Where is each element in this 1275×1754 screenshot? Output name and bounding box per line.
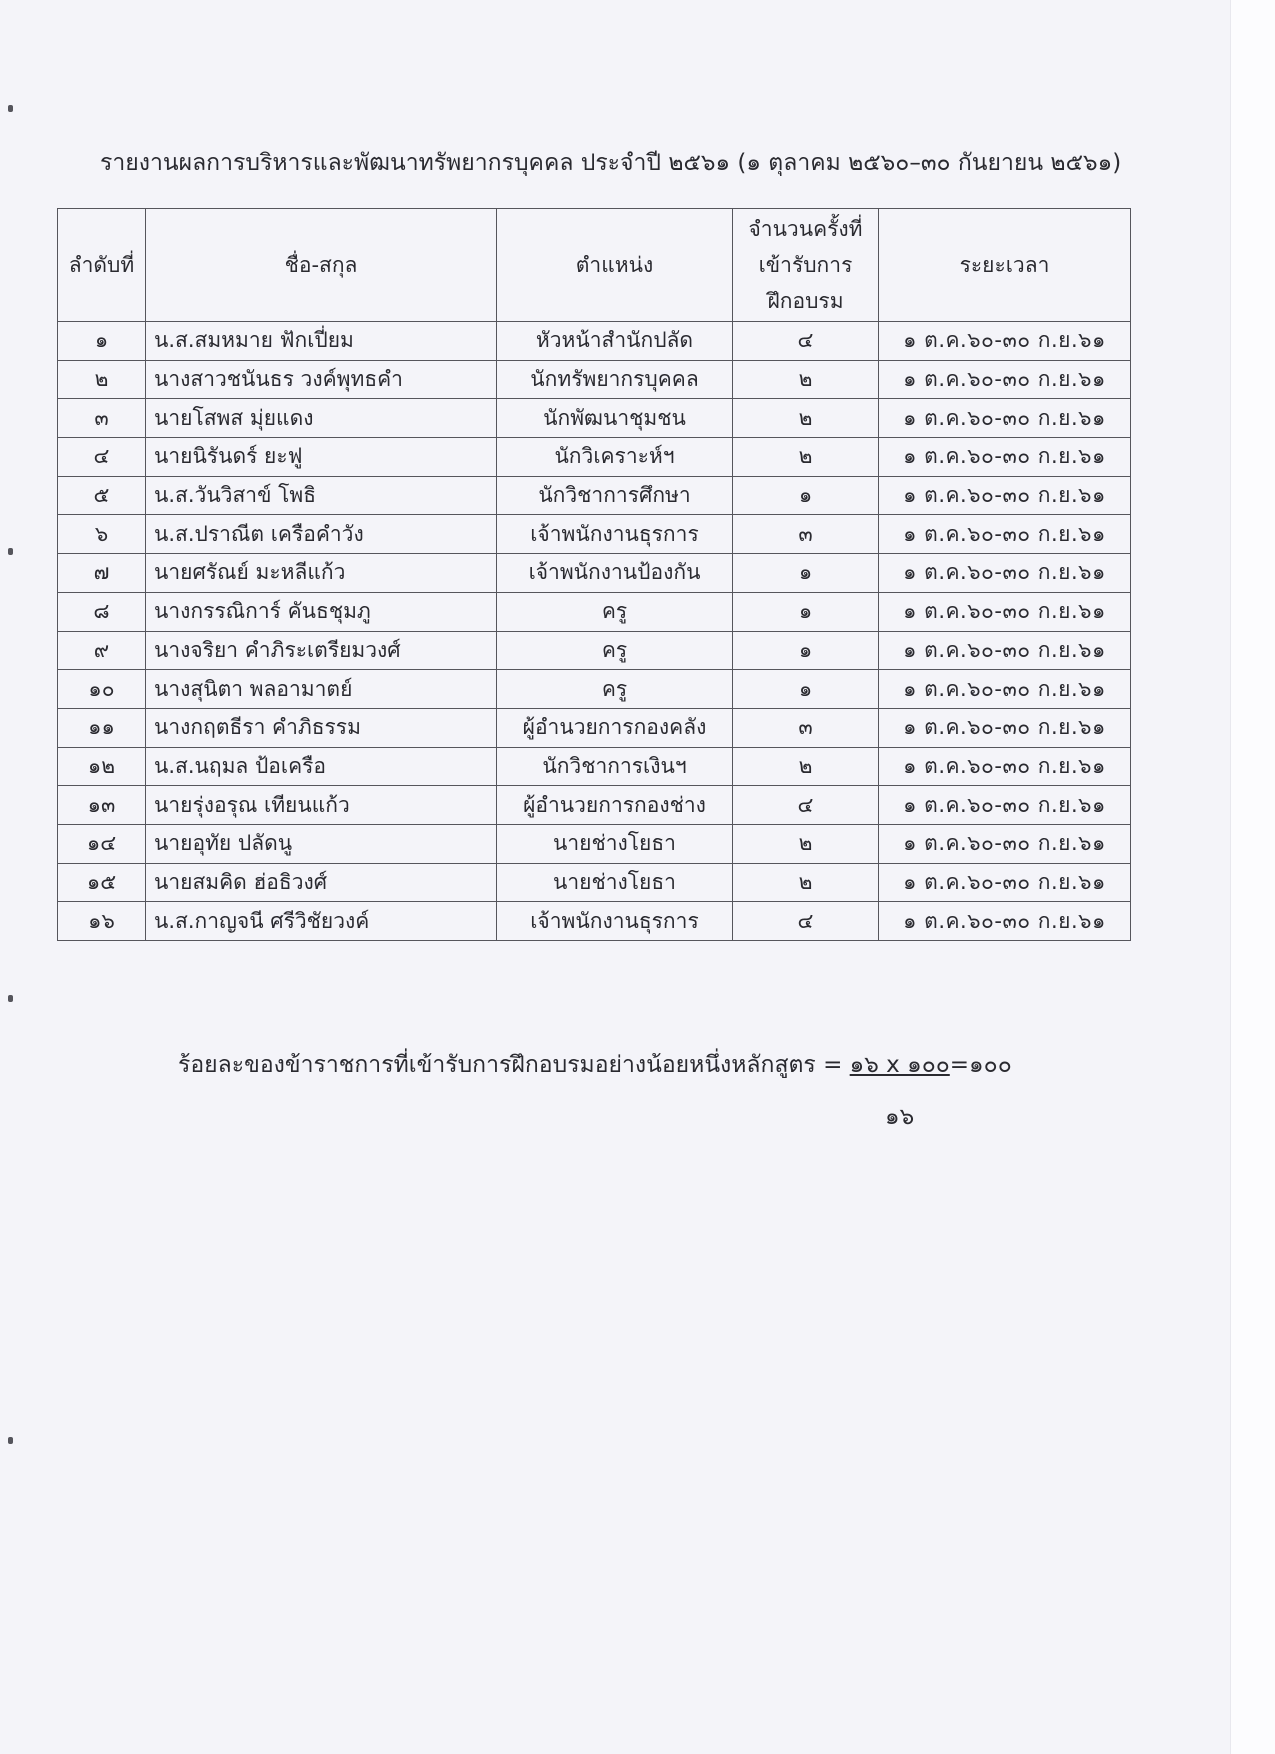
cell-period: ๑ ต.ค.๖๐-๓๐ ก.ย.๖๑: [879, 747, 1131, 786]
cell-position: นักวิเคราะห์ฯ: [497, 438, 733, 477]
cell-period: ๑ ต.ค.๖๐-๓๐ ก.ย.๖๑: [879, 322, 1131, 361]
cell-count: ๒: [733, 399, 879, 438]
cell-name: น.ส.กาญจนี ศรีวิชัยวงค์: [146, 902, 497, 941]
cell-no: ๘: [58, 592, 146, 631]
cell-no: ๗: [58, 554, 146, 593]
cell-name: น.ส.วันวิสาข์ โพธิ: [146, 476, 497, 515]
cell-position: ผู้อำนวยการกองช่าง: [497, 786, 733, 825]
table-row: [58, 399, 1131, 438]
cell-count: ๑: [733, 631, 879, 670]
cell-no: ๓: [58, 399, 146, 438]
table-row: [58, 747, 1131, 786]
header-training-count: [733, 209, 879, 322]
table-row: [58, 863, 1131, 902]
cell-period: ๑ ต.ค.๖๐-๓๐ ก.ย.๖๑: [879, 476, 1131, 515]
cell-no: ๑๕: [58, 863, 146, 902]
cell-name: นางสุนิตา พลอามาตย์: [146, 670, 497, 709]
table-row: [58, 670, 1131, 709]
cell-name: นายสมคิด ฮ่อธิวงศ์: [146, 863, 497, 902]
cell-no: ๑๐: [58, 670, 146, 709]
cell-count: ๑: [733, 476, 879, 515]
summary-label: ร้อยละของข้าราชการที่เข้ารับการฝึกอบรมอย่างน้อยหนึ่งหลักสูตร =: [178, 1052, 850, 1078]
table-row: [58, 554, 1131, 593]
scan-mark: [8, 548, 13, 555]
cell-no: ๑๑: [58, 708, 146, 747]
header-period: ระยะเวลา: [879, 209, 1131, 322]
cell-no: ๑: [58, 322, 146, 361]
cell-position: นายช่างโยธา: [497, 863, 733, 902]
cell-name: นางกรรณิการ์ คันธชุมภู: [146, 592, 497, 631]
cell-position: หัวหน้าสำนักปลัด: [497, 322, 733, 361]
cell-count: ๓: [733, 515, 879, 554]
table-row: [58, 438, 1131, 477]
table-row: [58, 592, 1131, 631]
summary-denominator: ๑๖: [885, 1104, 915, 1130]
scan-mark: [8, 995, 13, 1002]
cell-name: นางสาวชนันธร วงค์พุทธคำ: [146, 360, 497, 399]
cell-name: นายรุ่งอรุณ เทียนแก้ว: [146, 786, 497, 825]
scan-page-edge: [1230, 0, 1275, 1754]
cell-name: นางจริยา คำภิระเตรียมวงศ์: [146, 631, 497, 670]
cell-no: ๑๓: [58, 786, 146, 825]
cell-name: น.ส.สมหมาย ฟักเปี่ยม: [146, 322, 497, 361]
header-name: ชื่อ-สกุล: [146, 209, 497, 322]
cell-position: ครู: [497, 592, 733, 631]
cell-count: ๔: [733, 902, 879, 941]
cell-no: ๑๔: [58, 824, 146, 863]
cell-period: ๑ ต.ค.๖๐-๓๐ ก.ย.๖๑: [879, 902, 1131, 941]
cell-no: ๕: [58, 476, 146, 515]
cell-period: ๑ ต.ค.๖๐-๓๐ ก.ย.๖๑: [879, 438, 1131, 477]
cell-count: ๑: [733, 592, 879, 631]
cell-name: น.ส.นฤมล ป้อเครือ: [146, 747, 497, 786]
cell-position: นักพัฒนาชุมชน: [497, 399, 733, 438]
cell-count: ๒: [733, 824, 879, 863]
table-row: [58, 322, 1131, 361]
cell-no: ๑๖: [58, 902, 146, 941]
cell-no: ๙: [58, 631, 146, 670]
scan-mark: [8, 1437, 13, 1444]
cell-name: นายโสพส มุ่ยแดง: [146, 399, 497, 438]
summary-fraction: ๑๖ x ๑๐๐: [849, 1052, 950, 1078]
cell-count: ๒: [733, 360, 879, 399]
header-count-line: ฝึกอบรม: [767, 289, 844, 313]
cell-count: ๔: [733, 786, 879, 825]
cell-position: เจ้าพนักงานธุรการ: [497, 902, 733, 941]
cell-name: นายนิรันดร์ ยะฟู: [146, 438, 497, 477]
header-count-line: จำนวนครั้งที่: [748, 217, 863, 241]
cell-count: ๒: [733, 863, 879, 902]
cell-position: นักวิชาการเงินฯ: [497, 747, 733, 786]
cell-position: ผู้อำนวยการกองคลัง: [497, 708, 733, 747]
document-title: รายงานผลการบริหารและพัฒนาทรัพยากรบุคคล ประจำปี ๒๕๖๑ (๑ ตุลาคม ๒๕๖๐–๓๐ กันยายน ๒๕๖๑): [100, 150, 1122, 176]
cell-period: ๑ ต.ค.๖๐-๓๐ ก.ย.๖๑: [879, 631, 1131, 670]
table-row: [58, 360, 1131, 399]
cell-position: เจ้าพนักงานธุรการ: [497, 515, 733, 554]
header-position: ตำแหน่ง: [497, 209, 733, 322]
cell-count: ๑: [733, 670, 879, 709]
table-header-row: [58, 209, 1131, 322]
header-count-line: เข้ารับการ: [758, 253, 853, 277]
cell-name: นางกฤตธีรา คำภิธรรม: [146, 708, 497, 747]
cell-position: นักวิชาการศึกษา: [497, 476, 733, 515]
cell-position: ครู: [497, 631, 733, 670]
cell-period: ๑ ต.ค.๖๐-๓๐ ก.ย.๖๑: [879, 670, 1131, 709]
cell-name: นายอุทัย ปลัดนู: [146, 824, 497, 863]
cell-count: ๑: [733, 554, 879, 593]
table-row: [58, 476, 1131, 515]
cell-period: ๑ ต.ค.๖๐-๓๐ ก.ย.๖๑: [879, 863, 1131, 902]
summary-result: =๑๐๐: [949, 1052, 1012, 1078]
cell-count: ๒: [733, 438, 879, 477]
table-row: [58, 515, 1131, 554]
table-row: [58, 631, 1131, 670]
header-no: ลำดับที่: [58, 209, 146, 322]
table-row: [58, 708, 1131, 747]
cell-period: ๑ ต.ค.๖๐-๓๐ ก.ย.๖๑: [879, 515, 1131, 554]
cell-period: ๑ ต.ค.๖๐-๓๐ ก.ย.๖๑: [879, 824, 1131, 863]
cell-name: น.ส.ปราณีต เครือคำวัง: [146, 515, 497, 554]
cell-period: ๑ ต.ค.๖๐-๓๐ ก.ย.๖๑: [879, 554, 1131, 593]
cell-period: ๑ ต.ค.๖๐-๓๐ ก.ย.๖๑: [879, 360, 1131, 399]
table-row: [58, 786, 1131, 825]
scan-mark: [8, 105, 13, 112]
cell-position: เจ้าพนักงานป้องกัน: [497, 554, 733, 593]
cell-position: ครู: [497, 670, 733, 709]
cell-no: ๑๒: [58, 747, 146, 786]
table-row: [58, 902, 1131, 941]
cell-period: ๑ ต.ค.๖๐-๓๐ ก.ย.๖๑: [879, 592, 1131, 631]
cell-position: นายช่างโยธา: [497, 824, 733, 863]
cell-no: ๖: [58, 515, 146, 554]
cell-count: ๔: [733, 322, 879, 361]
cell-no: ๒: [58, 360, 146, 399]
cell-position: นักทรัพยากรบุคคล: [497, 360, 733, 399]
training-table: [57, 208, 1131, 941]
cell-count: ๒: [733, 747, 879, 786]
cell-period: ๑ ต.ค.๖๐-๓๐ ก.ย.๖๑: [879, 708, 1131, 747]
summary-line: [178, 1047, 1012, 1083]
table-row: [58, 824, 1131, 863]
cell-period: ๑ ต.ค.๖๐-๓๐ ก.ย.๖๑: [879, 399, 1131, 438]
cell-name: นายศรัณย์ มะหลีแก้ว: [146, 554, 497, 593]
cell-no: ๔: [58, 438, 146, 477]
cell-period: ๑ ต.ค.๖๐-๓๐ ก.ย.๖๑: [879, 786, 1131, 825]
cell-count: ๓: [733, 708, 879, 747]
